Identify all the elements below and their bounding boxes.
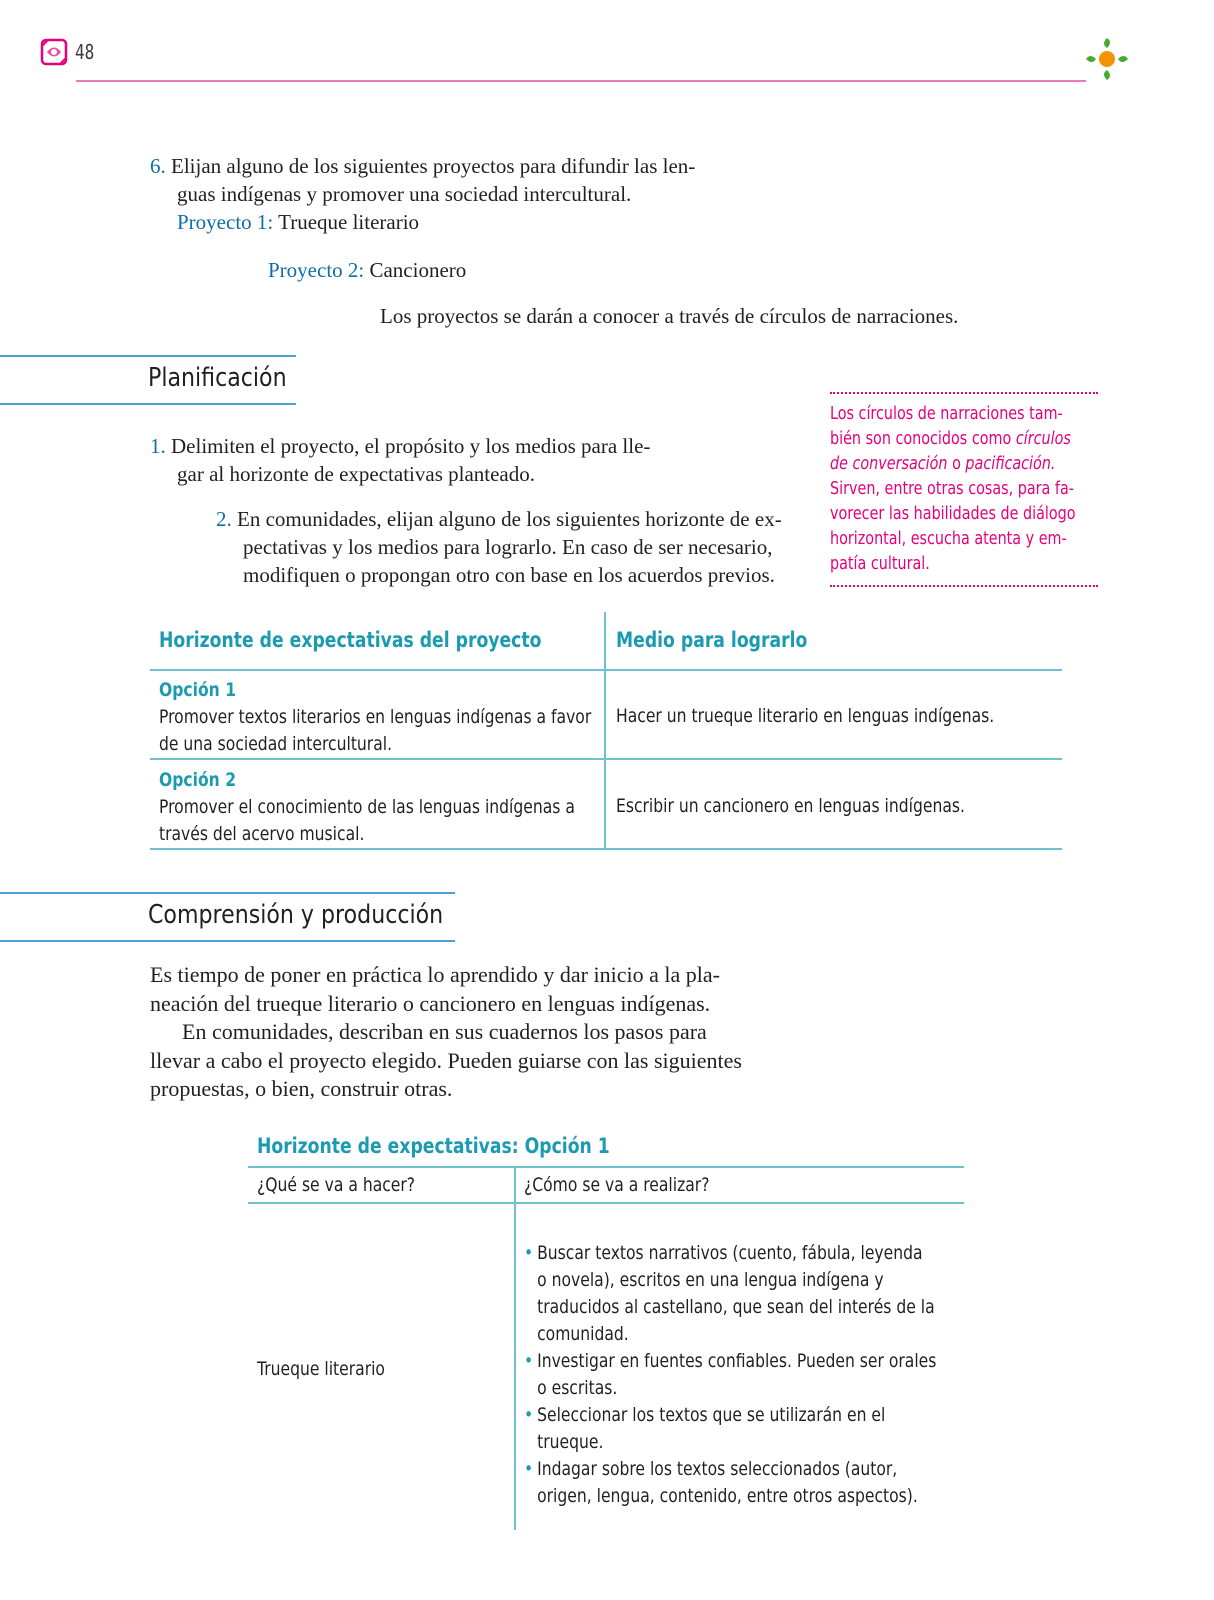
row-divider xyxy=(150,669,1062,671)
list-item xyxy=(524,1402,934,1456)
means-cell: Escribir un cancionero en lenguas indígenas. xyxy=(616,795,965,817)
row-divider xyxy=(248,1166,964,1168)
item-text: modifiquen o propongan otro con base en los acuerdos previos. xyxy=(243,563,775,587)
project-2 xyxy=(268,256,466,284)
list-item-line: o novela), escritos en una lengua indígena y xyxy=(537,1269,884,1291)
list-item-line: traducidos al castellano, que sean del interés de la xyxy=(537,1296,935,1318)
list-item-line: trueque. xyxy=(537,1431,604,1453)
note-line: bién son conocidos como xyxy=(830,429,1016,449)
planificacion-item-2 xyxy=(216,505,782,589)
header-rule xyxy=(76,80,1086,82)
note-italic: pacificación. xyxy=(965,454,1056,474)
circles-text: Los proyectos se darán a conocer a través de círculos de narraciones. xyxy=(380,304,959,328)
item-number: 1. xyxy=(150,434,166,458)
row-divider xyxy=(248,1202,964,1204)
list-item xyxy=(524,1240,934,1348)
paragraph-line: propuestas, o bien, construir otras. xyxy=(150,1076,453,1101)
note-italic: círculos xyxy=(1015,429,1071,449)
column-divider xyxy=(604,612,606,850)
means-cell: Hacer un trueque literario en lenguas indígenas. xyxy=(616,705,995,727)
item-text: guas indígenas y promover una sociedad intercultural. xyxy=(177,182,632,206)
row-divider xyxy=(150,758,1062,760)
what-cell: Trueque literario xyxy=(257,1358,385,1380)
option-label: Opción 2 xyxy=(159,769,237,791)
item-text: pectativas y los medios para lograrlo. En caso de ser necesario, xyxy=(243,535,773,559)
list-item-line: comunidad. xyxy=(537,1323,629,1345)
paragraph-line: llevar a cabo el proyecto elegido. Pueden guiarse con las siguientes xyxy=(150,1047,742,1073)
list-item-line: origen, lengua, contenido, entre otros aspectos). xyxy=(537,1485,918,1507)
header-ornament-icon xyxy=(40,38,68,66)
paragraph-line: neación del trueque literario o cancionero en lenguas indígenas. xyxy=(150,990,711,1016)
bullet-list xyxy=(524,1240,1024,1510)
row-divider xyxy=(150,848,1062,850)
column-divider xyxy=(514,1167,516,1530)
project-2-text: Cancionero xyxy=(369,258,467,282)
item-text: Delimiten el proyecto, el propósito y los medios para lle- xyxy=(171,434,651,458)
item-text: gar al horizonte de expectativas planteado. xyxy=(177,462,536,486)
section-header-comprension xyxy=(0,892,455,942)
row-text: Promover el conocimiento de las lenguas indígenas a xyxy=(159,796,575,818)
item-number: 2. xyxy=(216,507,232,531)
list-item-line: • Seleccionar los textos que se utilizarán en el xyxy=(537,1404,886,1426)
note-italic: de conversación xyxy=(830,454,948,474)
project-1-text: Trueque literario xyxy=(278,210,420,234)
list-item xyxy=(524,1456,934,1510)
expectations-table xyxy=(150,612,1062,850)
note-line: Sirven, entre otras cosas, para fa- xyxy=(830,479,1074,499)
option-label: Opción 1 xyxy=(159,679,237,701)
table-row xyxy=(159,677,599,758)
table-header: Horizonte de expectativas del proyecto xyxy=(159,628,542,652)
item-number: 6. xyxy=(150,154,166,178)
list-item-line: • Investigar en fuentes confiables. Pueden ser orales xyxy=(537,1350,937,1372)
section-header-planificacion xyxy=(0,355,296,405)
project-1-label: Proyecto 1: xyxy=(177,210,274,234)
flower-logo-icon xyxy=(1082,34,1132,84)
planificacion-item-1 xyxy=(150,432,650,488)
paragraph-line: En comunidades, describan en sus cuadernos los pasos para xyxy=(182,1019,707,1044)
row-text: Promover textos literarios en lenguas indígenas a favor xyxy=(159,706,592,728)
list-item xyxy=(524,1348,937,1402)
table-header: ¿Qué se va a hacer? xyxy=(257,1174,416,1196)
note-line: patía cultural. xyxy=(830,554,930,574)
table-row xyxy=(159,767,599,848)
table-header: Medio para lograrlo xyxy=(616,628,808,652)
intro-item-6 xyxy=(150,152,750,236)
note-line: o xyxy=(947,454,966,474)
project-2-label: Proyecto 2: xyxy=(268,258,365,282)
option-1-table xyxy=(248,1130,964,1530)
section-title: Comprensión y producción xyxy=(148,900,444,930)
row-text: través del acervo musical. xyxy=(159,823,365,845)
table-header: ¿Cómo se va a realizar? xyxy=(524,1174,710,1196)
paragraph-line: Es tiempo de poner en práctica lo aprendido y dar inicio a la pla- xyxy=(150,962,720,987)
note-line: horizontal, escucha atenta y em- xyxy=(830,529,1067,549)
side-note xyxy=(830,392,1098,587)
note-line: vorecer las habilidades de diálogo xyxy=(830,504,1076,524)
page-number: 48 xyxy=(75,40,95,64)
row-text: de una sociedad intercultural. xyxy=(159,733,393,755)
note-line: Los círculos de narraciones tam- xyxy=(830,404,1063,424)
list-item-line: o escritas. xyxy=(537,1377,618,1399)
comprension-paragraph xyxy=(150,961,758,1104)
list-item-line: • Indagar sobre los textos seleccionados (autor, xyxy=(537,1458,898,1480)
item-text: Elijan alguno de los siguientes proyectos para difundir las len- xyxy=(171,154,696,178)
item-text: En comunidades, elijan alguno de los siguientes horizonte de ex- xyxy=(237,507,782,531)
section-title: Planificación xyxy=(148,363,287,393)
table-title: Horizonte de expectativas: Opción 1 xyxy=(257,1134,610,1158)
list-item-line: • Buscar textos narrativos (cuento, fábula, leyenda xyxy=(537,1242,923,1264)
